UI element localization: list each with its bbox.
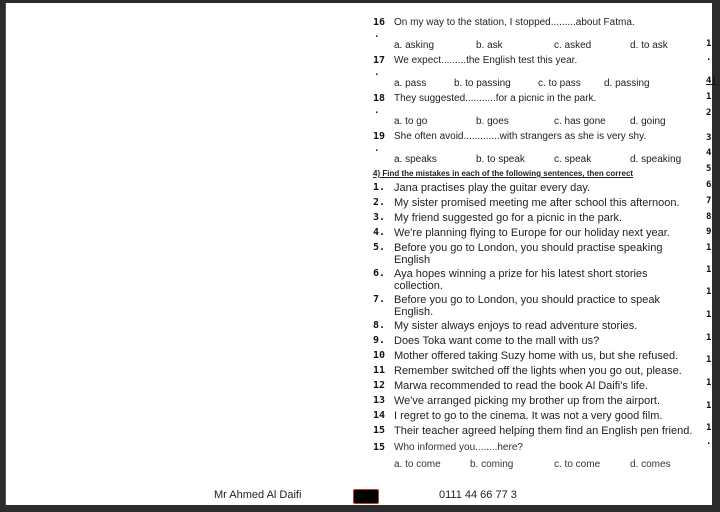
sentence-text-continued: English bbox=[394, 254, 431, 266]
margin-number: 4) bbox=[706, 76, 717, 86]
option-c: c. to pass bbox=[538, 78, 581, 89]
margin-dot: . bbox=[706, 437, 712, 447]
option-d: d. going bbox=[630, 116, 666, 127]
sentence-number: 9. bbox=[373, 335, 386, 346]
sentence-number: 15 bbox=[373, 425, 386, 436]
number-dot: . bbox=[374, 106, 380, 116]
margin-number: 2 bbox=[706, 108, 712, 118]
number-dot: . bbox=[374, 144, 380, 154]
option-d: d. passing bbox=[604, 78, 650, 89]
sentence-text: We're planning flying to Europe for our holiday next year. bbox=[394, 227, 670, 239]
sentence-text: My friend suggested go for a picnic in the park. bbox=[394, 212, 623, 224]
margin-number: 1 bbox=[706, 243, 712, 253]
sentence-text-continued: English. bbox=[394, 306, 434, 318]
margin-number: 9 bbox=[706, 227, 712, 237]
question-text: They suggested...........for a picnic in the park. bbox=[394, 93, 597, 104]
sentence-text: Marwa recommended to read the book Al Daifi's life. bbox=[394, 380, 648, 392]
document-page bbox=[5, 3, 717, 505]
option-a: a. to go bbox=[394, 116, 428, 127]
sentence-text: Before you go to London, you should practise speaking bbox=[394, 242, 663, 254]
margin-number: 3 bbox=[706, 133, 712, 143]
sentence-text-continued: collection. bbox=[394, 280, 443, 292]
margin-number: 1 bbox=[706, 378, 712, 388]
footer-author: Mr Ahmed Al Daifi bbox=[214, 489, 302, 501]
sentence-text: Does Toka want come to the mall with us? bbox=[394, 335, 600, 347]
sentence-number: 12 bbox=[373, 380, 386, 391]
margin-number: 1 bbox=[706, 355, 712, 365]
option-c: c. to come bbox=[554, 459, 601, 470]
margin-number: 1 bbox=[706, 39, 712, 49]
section-header: 4) Find the mistakes in each of the following sentences, then correct bbox=[373, 169, 634, 178]
margin-number: 1 bbox=[706, 287, 712, 297]
margin-number: 1 bbox=[706, 265, 712, 275]
margin-number: 8 bbox=[706, 212, 712, 222]
sentence-text: I regret to go to the cinema. It was not a very good film. bbox=[394, 410, 663, 422]
question-number: 17 bbox=[373, 55, 386, 66]
margin-number: 1 bbox=[706, 92, 712, 102]
sentence-text: Aya hopes winning a prize for his latest short stories bbox=[394, 268, 648, 280]
option-b: b. goes bbox=[476, 116, 509, 127]
option-a: a. pass bbox=[394, 78, 427, 89]
question-text: She often avoid.............with strangers as she is very shy. bbox=[394, 131, 647, 142]
margin-number: 6 bbox=[706, 180, 712, 190]
question-text: On my way to the station, I stopped.........about Fatma. bbox=[394, 17, 635, 28]
option-b: b. to speak bbox=[476, 154, 525, 165]
question-text: Who informed you........here? bbox=[394, 442, 523, 453]
sentence-text: Before you go to London, you should practice to speak bbox=[394, 294, 661, 306]
option-b: b. coming bbox=[470, 459, 514, 470]
sentence-number: 13 bbox=[373, 395, 386, 406]
sentence-number: 10 bbox=[373, 350, 386, 361]
sentence-number: 14 bbox=[373, 410, 386, 421]
number-dot: . bbox=[374, 68, 380, 78]
sentence-text: Jana practises play the guitar every day. bbox=[394, 182, 591, 194]
sentence-text: My sister promised meeting me after school this afternoon. bbox=[394, 197, 680, 209]
sentence-number: 2. bbox=[373, 197, 386, 208]
footer-phone: 0111 44 66 77 3 bbox=[439, 489, 517, 501]
question-number: 19 bbox=[373, 131, 386, 142]
sentence-number: 4. bbox=[373, 227, 386, 238]
sentence-text: My sister always enjoys to read adventure stories. bbox=[394, 320, 638, 332]
sentence-number: 1. bbox=[373, 182, 386, 193]
sentence-number: 11 bbox=[373, 365, 386, 376]
number-dot: . bbox=[374, 30, 380, 40]
question-text: We expect.........the English test this year. bbox=[394, 55, 578, 66]
sentence-text: Mother offered taking Suzy home with us, but she refused. bbox=[394, 350, 679, 362]
option-a: a. speaks bbox=[394, 154, 437, 165]
margin-number: 4 bbox=[706, 148, 712, 158]
option-a: a. asking bbox=[394, 40, 435, 51]
margin-number: 7 bbox=[706, 196, 712, 206]
option-c: c. has gone bbox=[554, 116, 606, 127]
redacted-logo bbox=[353, 489, 379, 504]
margin-number: 5 bbox=[706, 164, 712, 174]
sentence-text: We've arranged picking my brother up from the airport. bbox=[394, 395, 661, 407]
question-number: 18 bbox=[373, 93, 386, 104]
margin-number: 1 bbox=[706, 310, 712, 320]
margin-number: 1 bbox=[706, 333, 712, 343]
sentence-number: 6. bbox=[373, 268, 386, 279]
sentence-text: Their teacher agreed helping them find an English pen friend. bbox=[394, 425, 693, 437]
sentence-number: 7. bbox=[373, 294, 386, 305]
option-d: d. comes bbox=[630, 459, 671, 470]
sentence-text: Remember switched off the lights when you go out, please. bbox=[394, 365, 682, 377]
margin-dot: . bbox=[706, 53, 712, 63]
sentence-number: 8. bbox=[373, 320, 386, 331]
option-d: d. speaking bbox=[630, 154, 682, 165]
option-d: d. to ask bbox=[630, 40, 668, 51]
question-number: 15 bbox=[373, 442, 386, 453]
option-c: c. speak bbox=[554, 154, 592, 165]
sentence-number: 5. bbox=[373, 242, 386, 253]
question-number: 16 bbox=[373, 17, 386, 28]
margin-number: 1 bbox=[706, 401, 712, 411]
option-b: b. ask bbox=[476, 40, 503, 51]
option-c: c. asked bbox=[554, 40, 592, 51]
sentence-number: 3. bbox=[373, 212, 386, 223]
margin-number: 1 bbox=[706, 423, 712, 433]
option-b: b. to passing bbox=[454, 78, 511, 89]
option-a: a. to come bbox=[394, 459, 441, 470]
